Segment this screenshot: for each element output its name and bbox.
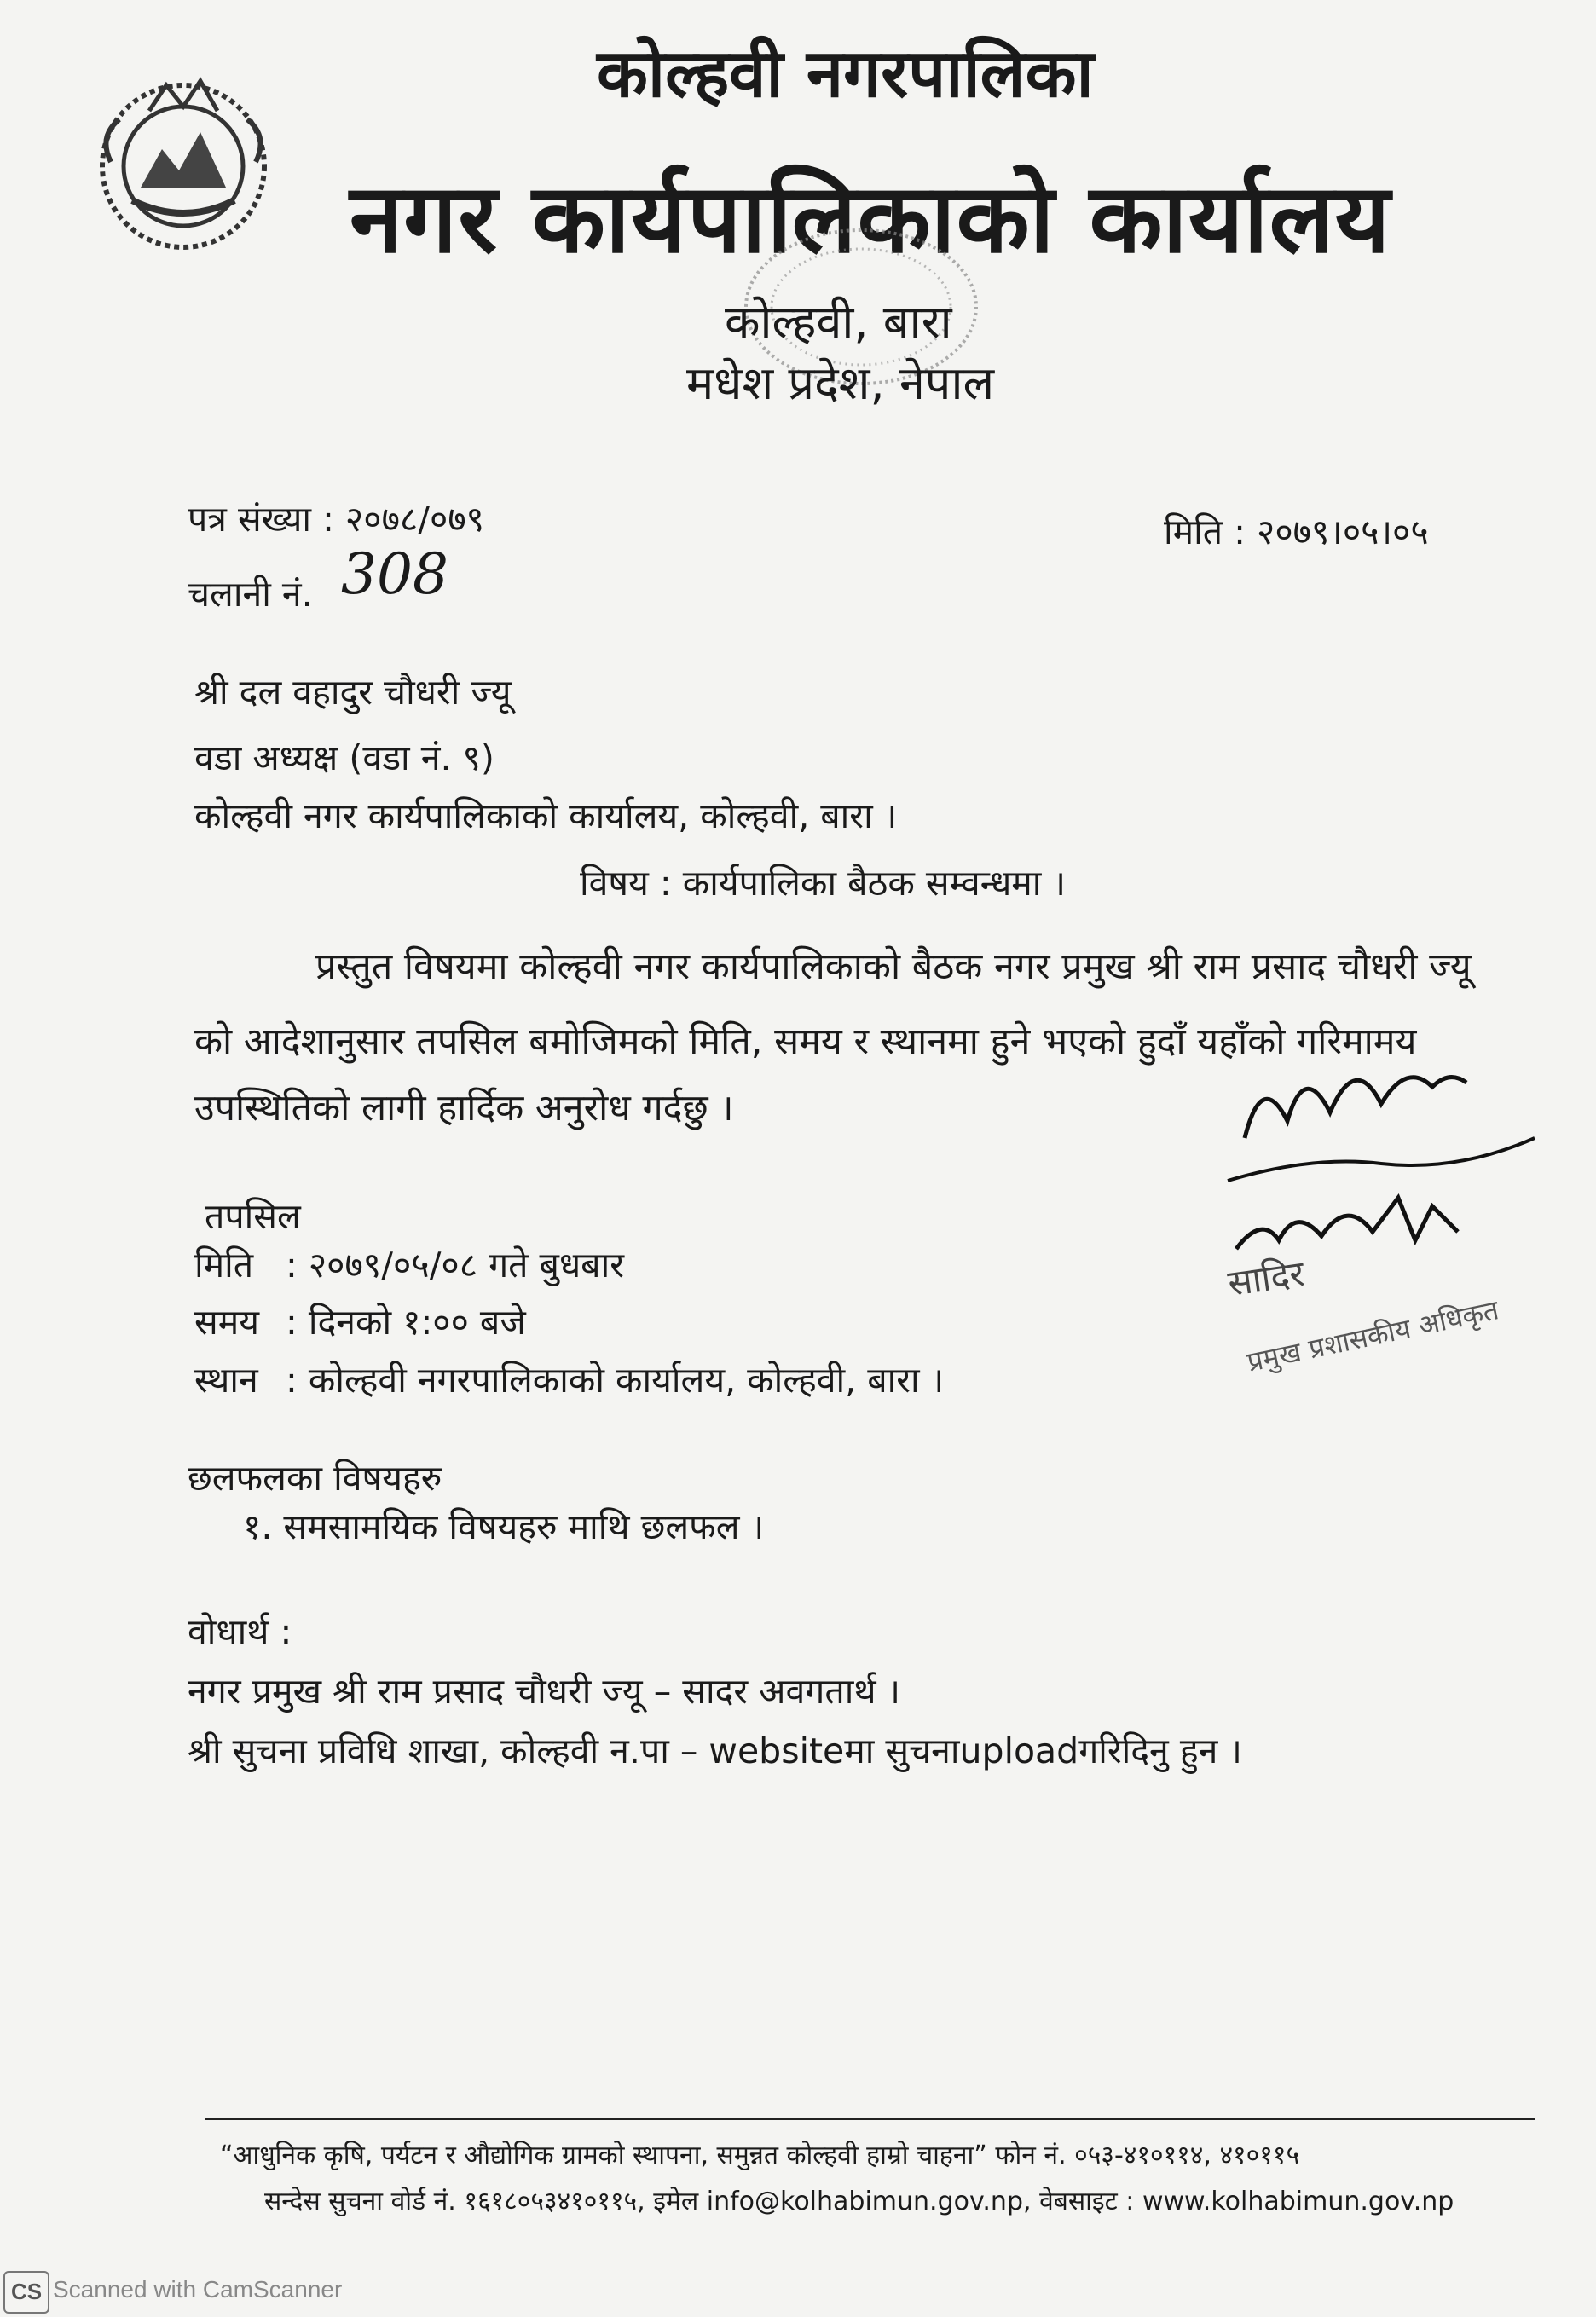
- schedule-row-value: : २०७९/०५/०८ गते बुधबार: [286, 1245, 624, 1286]
- schedule-row-label: मिति: [194, 1245, 254, 1286]
- dispatch-label: चलानी नं.: [188, 574, 313, 615]
- municipality-name: कोल्हवी नगरपालिका: [597, 36, 1094, 113]
- camscanner-logo-icon: CS: [3, 2271, 49, 2314]
- office-address-line2: मधेश प्रदेश, नेपाल: [686, 356, 995, 410]
- signatory-name: सादिर: [1225, 1251, 1307, 1304]
- body-line-2: को आदेशानुसार तपसिल बमोजिमको मिति, समय र स्थानमा हुने भएको हुदाँ यहाँको गरिमामय: [194, 1020, 1417, 1063]
- signatory-title: प्रमुख प्रशासकीय अधिकृत: [1244, 1293, 1502, 1378]
- addressee-office: कोल्हवी नगर कार्यपालिकाको कार्यालय, कोल्हवी, बारा ।: [194, 795, 898, 836]
- body-line-1: प्रस्तुत विषयमा कोल्हवी नगर कार्यपालिकाको बैठक नगर प्रमुख श्री राम प्रसाद चौधरी ज्यू: [315, 945, 1472, 988]
- reference-number: पत्र संख्या : २०७८/०७९: [188, 499, 484, 540]
- letter-date: मिति : २०७९।०५।०५: [1164, 511, 1429, 552]
- cc-item: नगर प्रमुख श्री राम प्रसाद चौधरी ज्यू – सादर अवगतार्थ ।: [188, 1671, 901, 1712]
- schedule-row-label: स्थान: [194, 1360, 258, 1401]
- schedule-title: तपसिल: [205, 1196, 301, 1237]
- footer-slogan-phone: “आधुनिक कृषि, पर्यटन र औद्योगिक ग्रामको स्थापना, समुन्नत कोल्हवी हाम्रो चाहना” फोन नं. ०५३-४१०११४, ४१०११५: [220, 2141, 1300, 2170]
- office-title: नगर कार्यपालिकाको कार्यालय: [350, 164, 1391, 274]
- addressee-role: वडा अध्यक्ष (वडा नं. ९): [194, 737, 494, 778]
- body-line-3: उपस्थितिको लागी हार्दिक अनुरोध गर्दछु ।: [194, 1087, 734, 1130]
- cc-item: श्री सुचना प्रविधि शाखा, कोल्हवी न.पा – websiteमा सुचनाuploadगरिदिनु हुन ।: [188, 1731, 1242, 1771]
- camscanner-watermark: Scanned with CamScanner: [53, 2276, 343, 2303]
- cc-title: वोधार्थ :: [188, 1611, 292, 1652]
- agenda-item: १. समसामयिक विषयहरु माथि छलफल ।: [243, 1506, 765, 1547]
- agenda-title: छलफलका विषयहरु: [188, 1458, 442, 1499]
- addressee-name: श्री दल वहादुर चौधरी ज्यू: [194, 672, 512, 713]
- government-emblem-icon: [81, 60, 286, 264]
- footer-contact: सन्देस सुचना वोर्ड नं. १६१८०५३४१०११५, इमेल info@kolhabimun.gov.np, वेबसाइट : www.kolhabimun.gov.np: [264, 2187, 1454, 2216]
- letter-subject: विषय : कार्यपालिका बैठक सम्वन्धमा ।: [580, 863, 1066, 904]
- schedule-row-label: समय: [194, 1302, 260, 1343]
- schedule-row-value: : कोल्हवी नगरपालिकाको कार्यालय, कोल्हवी, बारा ।: [286, 1360, 945, 1401]
- office-address-line1: कोल्हवी, बारा: [725, 295, 952, 349]
- schedule-row-value: : दिनको १:०० बजे: [286, 1302, 526, 1343]
- dispatch-number-handwritten: 308: [341, 541, 448, 607]
- footer-divider: [205, 2118, 1535, 2120]
